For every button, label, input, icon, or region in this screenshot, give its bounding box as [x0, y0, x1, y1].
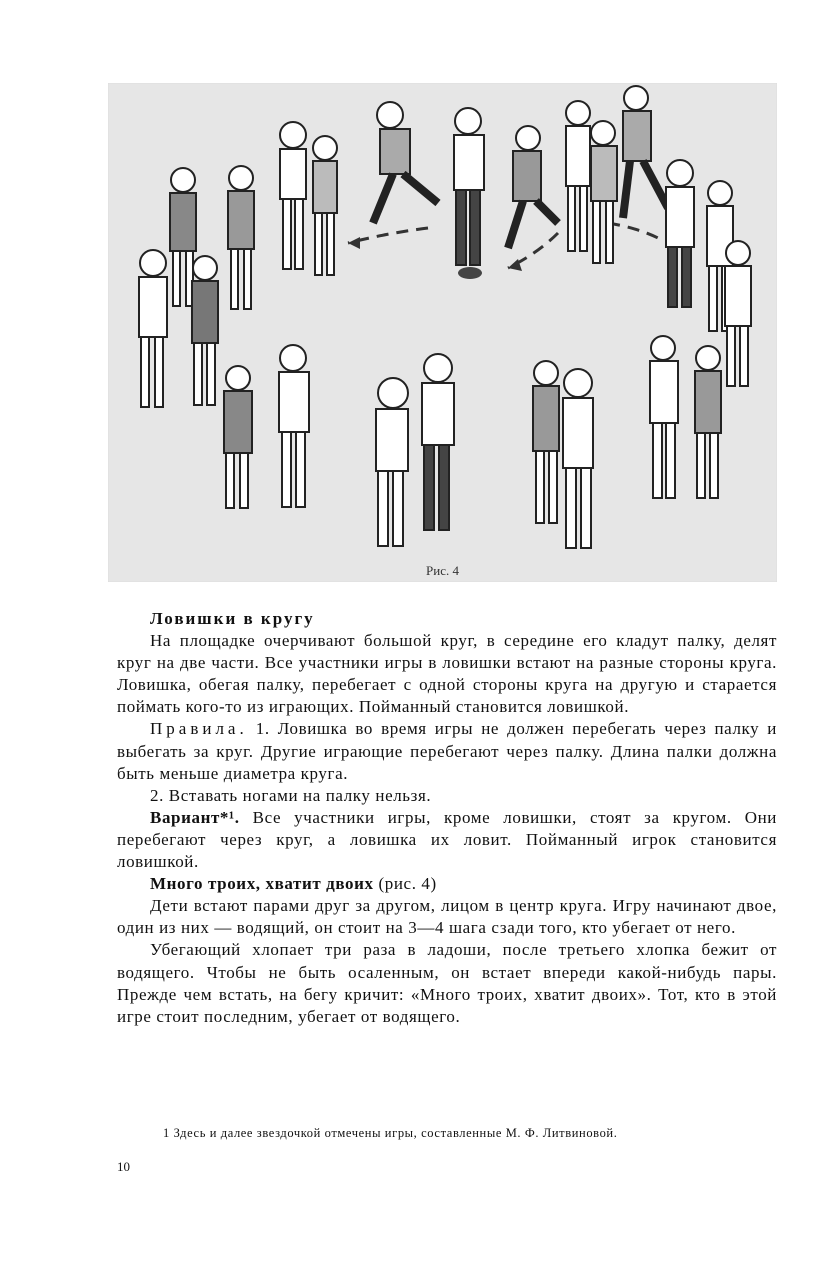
variant-label: Вариант*¹.	[150, 807, 240, 827]
section1-rules	[117, 718, 777, 784]
page-number: 10	[117, 1159, 130, 1174]
rules-label: Правила.	[150, 719, 248, 739]
section1-title: Ловишки в кругу	[150, 609, 315, 628]
section1-rules-2: 2. Вставать ногами на палку нельзя.	[150, 785, 432, 805]
section2-paragraph2: Убегающий хлопает три раза в ладоши, после третьего хлопка бежит от водящего. Чтобы не быть осаленным, он встает впереди какой-нибудь пары. Прежде чем встать, на бегу кричит: «Много троих, хватит двоих». Тот, кто в этой игре стоит последним, убегает от водящего.	[117, 940, 777, 1026]
section2-paragraph1: Дети встают парами друг за другом, лицом в центр круга. Игру начинают двое, один из них — водящий, он стоит на 3—4 шага сзади того, кто убегает от него.	[117, 896, 777, 938]
illustration-figure	[108, 83, 777, 582]
section2-figure-ref: (рис. 4)	[373, 874, 437, 894]
section2-heading	[117, 873, 777, 895]
figure-caption: Рис. 4	[426, 563, 459, 578]
section1-heading	[117, 608, 777, 630]
rules-text-1: 1. Ловишка во время игры не должен перебегать через палку и выбегать за круг. Другие играющие перебегают через палку. Длина палки должна быть меньше диаметра круга.	[117, 719, 777, 783]
variant-text: Все участники игры, кроме ловишки, стоят за кругом. Они перебегают через круг, а ловишка их ловит. Пойманный игрок становится ловишкой.	[117, 807, 777, 872]
main-text	[117, 608, 777, 1028]
section2-title: Много троих, хватит двоих	[150, 874, 374, 894]
section1-paragraph1: На площадке очерчивают большой круг, в середине его кладут палку, делят круг на две части. Все участники игры в ловишки встают на разные стороны круга. Ловишка, обегая палку, перебегает с одной стороны круга на другую и старается поймать кого-то из играющих. Пойманный становится ловишкой.	[117, 631, 777, 717]
section1-variant	[117, 807, 777, 873]
children-circle-drawing	[108, 83, 777, 582]
footnote: 1 Здесь и далее звездочкой отмечены игры, составленные М. Ф. Литвиновой.	[163, 1126, 618, 1140]
